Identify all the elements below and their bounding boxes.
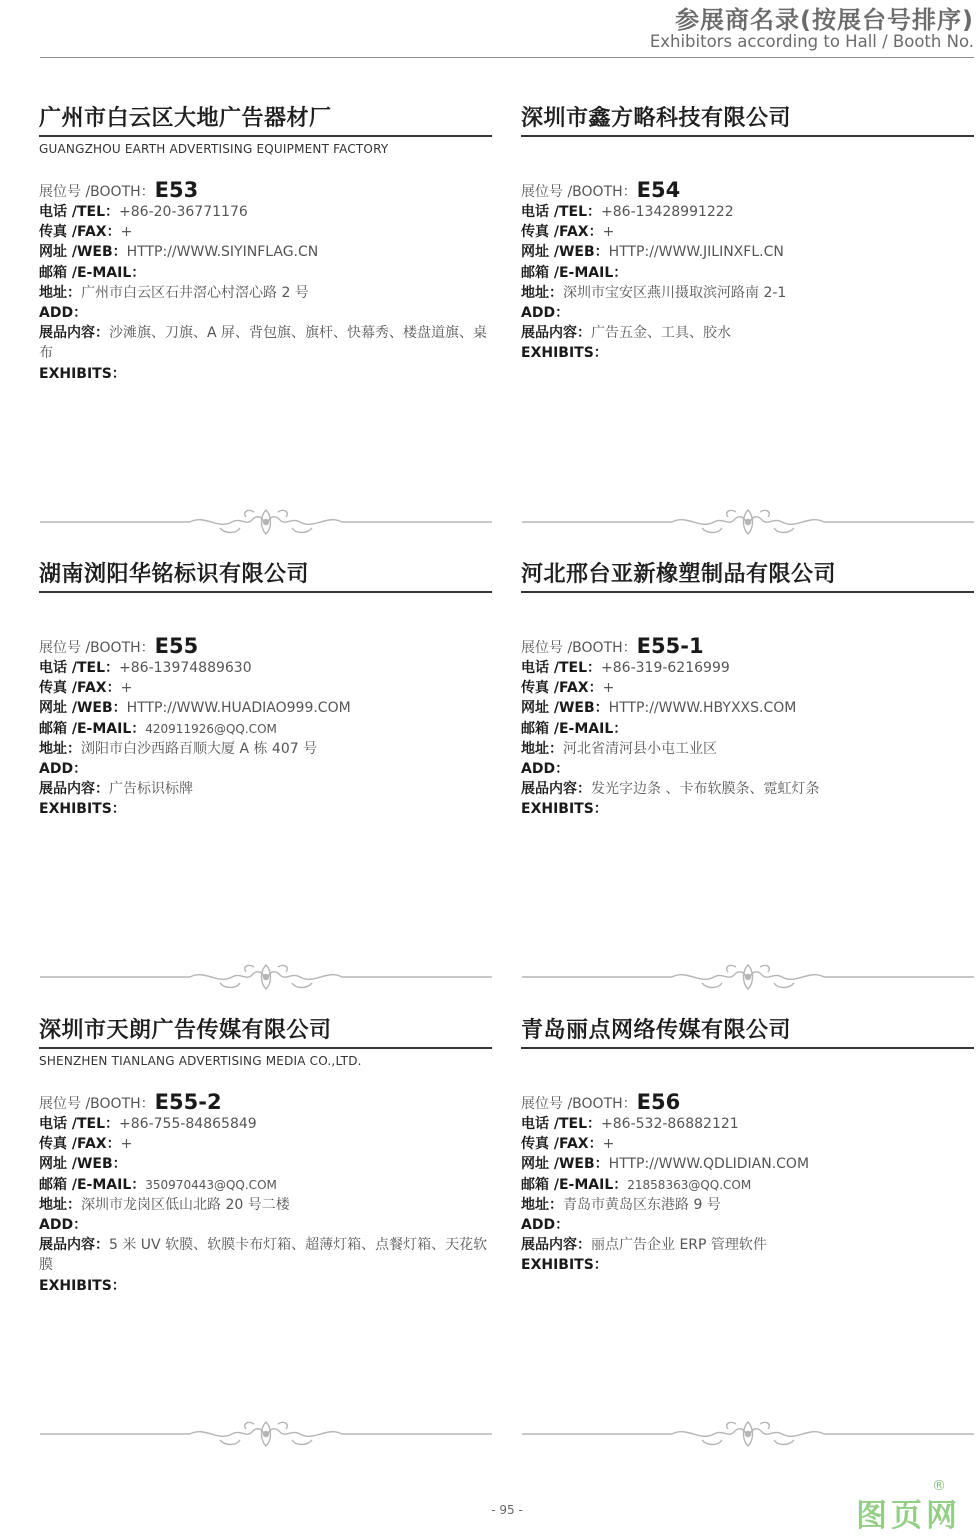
booth-label: 展位号 /BOOTH：	[521, 640, 637, 656]
email-link[interactable]: 350970443@QQ.COM	[145, 1177, 277, 1192]
fax-row	[39, 1134, 492, 1154]
booth-number: E54	[636, 178, 681, 202]
email-row	[521, 1175, 974, 1195]
exhibits-en-row	[39, 364, 492, 384]
address-label: 地址：	[521, 284, 563, 301]
tel-label: 电话 /TEL：	[521, 660, 602, 676]
tel-value: +86-319-6216999	[601, 660, 730, 676]
tel-value: +86-755-84865849	[119, 1116, 257, 1132]
exhibits-label: 展品内容：	[521, 325, 591, 342]
fax-value: +	[120, 680, 133, 697]
fax-value: +	[120, 224, 133, 241]
exhibitor-name-en	[521, 1052, 974, 1070]
ornament-divider	[522, 1416, 974, 1452]
email-row	[39, 1175, 492, 1195]
address-label: 地址：	[521, 740, 563, 757]
booth-label: 展位号 /BOOTH：	[521, 184, 637, 200]
address-value: 河北省清河县小屯工业区	[563, 740, 717, 757]
name-underline	[39, 135, 492, 137]
web-label: 网址 /WEB：	[521, 244, 609, 261]
exhibitor-fields	[521, 178, 974, 364]
booth-row	[39, 1090, 492, 1114]
exhibits-value: 丽点广告企业 ERP 管理软件	[591, 1237, 767, 1254]
web-row	[521, 1154, 974, 1174]
email-row	[39, 719, 492, 739]
tel-value: +86-20-36771176	[119, 204, 248, 220]
booth-number: E55-1	[636, 634, 704, 658]
add-label: ADD：	[521, 305, 570, 322]
exhibits-en-label: EXHIBITS：	[521, 1257, 608, 1274]
address-label: 地址：	[39, 284, 81, 301]
web-link[interactable]: HTTP://WWW.QDLIDIAN.COM	[608, 1156, 810, 1173]
watermark-logo	[856, 1478, 966, 1534]
exhibits-en-row	[521, 799, 974, 819]
exhibitor-fields	[39, 1090, 492, 1296]
ornament-divider	[522, 504, 974, 540]
email-label: 邮箱 /E-MAIL：	[39, 264, 146, 281]
tel-value: +86-13974889630	[119, 660, 252, 676]
add-label: ADD：	[521, 1217, 570, 1234]
add-label: ADD：	[39, 1217, 88, 1234]
tel-label: 电话 /TEL：	[521, 204, 602, 220]
tel-row	[39, 1114, 492, 1134]
address-row	[39, 739, 492, 759]
exhibits-value: 沙滩旗、刀旗、A 屏、背包旗、旗杆、快幕秀、楼盘道旗、桌布	[39, 325, 488, 362]
exhibitor-name-cn: 湖南浏阳华铭标识有限公司	[39, 562, 310, 587]
ornament-divider	[40, 1416, 492, 1452]
address-row	[39, 283, 492, 303]
email-row	[39, 263, 492, 283]
fax-value: +	[602, 224, 615, 241]
exhibitor-name-en	[521, 596, 974, 614]
web-row	[521, 698, 974, 718]
fax-row	[39, 678, 492, 698]
add-row	[39, 759, 492, 779]
email-label: 邮箱 /E-MAIL：	[521, 720, 628, 737]
exhibits-value: 广告标识标牌	[109, 781, 193, 798]
name-underline	[521, 1047, 974, 1049]
add-label: ADD：	[521, 761, 570, 778]
fax-row	[521, 222, 974, 242]
exhibits-en-label: EXHIBITS：	[521, 801, 608, 818]
exhibits-en-label: EXHIBITS：	[39, 1277, 126, 1294]
fax-label: 传真 /FAX：	[521, 224, 603, 241]
exhibitor-fields	[39, 178, 492, 384]
exhibits-en-row	[39, 1276, 492, 1296]
email-link[interactable]: 21858363@QQ.COM	[627, 1177, 752, 1192]
web-link[interactable]: HTTP://WWW.HBYXXS.COM	[608, 700, 797, 717]
watermark-text: 图页网	[856, 1498, 961, 1534]
exhibitor-card	[521, 104, 974, 434]
page-number: - 95 -	[491, 1503, 523, 1517]
fax-value: +	[602, 680, 615, 697]
tel-label: 电话 /TEL：	[39, 204, 120, 220]
exhibits-value: 发光字边条 、卡布软膜条、霓虹灯条	[591, 781, 820, 798]
booth-label: 展位号 /BOOTH：	[39, 184, 155, 200]
page-header	[0, 0, 980, 60]
tel-label: 电话 /TEL：	[39, 1116, 120, 1132]
address-row	[521, 1195, 974, 1215]
address-label: 地址：	[521, 1196, 563, 1213]
exhibitor-name-cn: 深圳市天朗广告传媒有限公司	[39, 1018, 332, 1043]
booth-number: E53	[154, 178, 199, 202]
name-underline	[521, 591, 974, 593]
header-title-cn: 参展商名录(按展台号排序)	[675, 6, 974, 34]
tel-row	[39, 658, 492, 678]
exhibitor-name-cn: 深圳市鑫方略科技有限公司	[521, 106, 792, 131]
exhibits-row	[521, 779, 974, 799]
web-link[interactable]: HTTP://WWW.JILINXFL.CN	[608, 244, 784, 261]
fax-value: +	[120, 1136, 133, 1153]
exhibits-label: 展品内容：	[521, 1237, 591, 1254]
email-label: 邮箱 /E-MAIL：	[521, 1176, 628, 1193]
web-label: 网址 /WEB：	[39, 1156, 127, 1173]
name-underline	[521, 135, 974, 137]
exhibits-row	[39, 323, 492, 363]
exhibits-row	[39, 779, 492, 799]
add-row	[521, 759, 974, 779]
fax-label: 传真 /FAX：	[521, 1136, 603, 1153]
web-row	[39, 698, 492, 718]
tel-label: 电话 /TEL：	[39, 660, 120, 676]
exhibits-row	[39, 1235, 492, 1275]
fax-row	[521, 678, 974, 698]
exhibits-en-label: EXHIBITS：	[521, 345, 608, 362]
address-label: 地址：	[39, 1196, 81, 1213]
exhibits-value: 广告五金、工具、胶水	[591, 325, 731, 342]
booth-number: E56	[636, 1090, 681, 1114]
exhibits-label: 展品内容：	[39, 1237, 109, 1254]
ornament-divider	[40, 959, 492, 995]
address-row	[39, 1195, 492, 1215]
header-divider	[40, 57, 974, 58]
exhibitor-card	[39, 104, 492, 434]
tel-label: 电话 /TEL：	[521, 1116, 602, 1132]
exhibitor-name-cn: 青岛丽点网络传媒有限公司	[521, 1018, 792, 1043]
email-label: 邮箱 /E-MAIL：	[39, 1176, 146, 1193]
add-label: ADD：	[39, 305, 88, 322]
exhibits-en-row	[521, 1255, 974, 1275]
add-row	[39, 303, 492, 323]
fax-row	[521, 1134, 974, 1154]
exhibits-row	[521, 1235, 974, 1255]
exhibitor-fields	[39, 634, 492, 820]
exhibitor-card	[39, 1016, 492, 1346]
address-row	[521, 739, 974, 759]
exhibitor-card	[39, 560, 492, 890]
add-row	[521, 1215, 974, 1235]
exhibitor-name-en	[521, 140, 974, 158]
exhibits-en-row	[39, 799, 492, 819]
address-label: 地址：	[39, 740, 81, 757]
email-label: 邮箱 /E-MAIL：	[521, 264, 628, 281]
add-label: ADD：	[39, 761, 88, 778]
booth-row	[39, 634, 492, 658]
name-underline	[39, 591, 492, 593]
header-title-en: Exhibitors according to Hall / Booth No.	[649, 32, 974, 51]
exhibits-label: 展品内容：	[39, 325, 109, 342]
address-value: 深圳市宝安区燕川摄取滨河路南 2-1	[563, 284, 787, 301]
email-label: 邮箱 /E-MAIL：	[39, 720, 146, 737]
name-underline	[39, 1047, 492, 1049]
exhibits-label: 展品内容：	[521, 781, 591, 798]
booth-number: E55	[154, 634, 199, 658]
address-value: 浏阳市白沙西路百顺大厦 A 栋 407 号	[81, 740, 318, 757]
tel-value: +86-13428991222	[601, 204, 734, 220]
booth-label: 展位号 /BOOTH：	[39, 1096, 155, 1112]
exhibitor-name-en: SHENZHEN TIANLANG ADVERTISING MEDIA CO.,LTD.	[39, 1054, 362, 1068]
exhibitor-name-cn: 河北邢台亚新橡塑制品有限公司	[521, 562, 837, 587]
web-label: 网址 /WEB：	[39, 244, 127, 261]
address-row	[521, 283, 974, 303]
add-row	[521, 303, 974, 323]
exhibitor-name-cn: 广州市白云区大地广告器材厂	[39, 106, 332, 131]
exhibits-en-row	[521, 343, 974, 363]
exhibits-label: 展品内容：	[39, 781, 109, 798]
fax-row	[39, 222, 492, 242]
email-link[interactable]: 420911926@QQ.COM	[145, 721, 277, 736]
web-row	[39, 242, 492, 262]
email-row	[521, 263, 974, 283]
exhibitor-fields	[521, 1090, 974, 1276]
booth-row	[39, 178, 492, 202]
tel-row	[521, 658, 974, 678]
tel-row	[521, 1114, 974, 1134]
booth-number: E55-2	[154, 1090, 222, 1114]
registered-mark: ®	[932, 1478, 946, 1494]
fax-value: +	[602, 1136, 615, 1153]
fax-label: 传真 /FAX：	[39, 680, 121, 697]
booth-row	[521, 178, 974, 202]
web-row	[39, 1154, 492, 1174]
ornament-divider	[40, 504, 492, 540]
fax-label: 传真 /FAX：	[39, 224, 121, 241]
exhibitor-card	[521, 1016, 974, 1346]
address-value: 广州市白云区石井滘心村滘心路 2 号	[81, 284, 309, 301]
exhibitor-fields	[521, 634, 974, 820]
exhibitor-name-en: GUANGZHOU EARTH ADVERTISING EQUIPMENT FACTORY	[39, 142, 389, 156]
exhibits-en-label: EXHIBITS：	[39, 801, 126, 818]
ornament-divider	[522, 959, 974, 995]
web-label: 网址 /WEB：	[521, 700, 609, 717]
booth-label: 展位号 /BOOTH：	[521, 1096, 637, 1112]
tel-row	[521, 202, 974, 222]
web-link[interactable]: HTTP://WWW.HUADIAO999.COM	[126, 700, 351, 717]
tel-value: +86-532-86882121	[601, 1116, 739, 1132]
booth-row	[521, 634, 974, 658]
tel-row	[39, 202, 492, 222]
exhibitor-name-en	[39, 596, 492, 614]
address-value: 深圳市龙岗区低山北路 20 号二楼	[81, 1196, 290, 1213]
exhibits-en-label: EXHIBITS：	[39, 365, 126, 382]
web-label: 网址 /WEB：	[521, 1156, 609, 1173]
fax-label: 传真 /FAX：	[39, 1136, 121, 1153]
exhibits-row	[521, 323, 974, 343]
booth-row	[521, 1090, 974, 1114]
exhibits-value: 5 米 UV 软膜、软膜卡布灯箱、超薄灯箱、点餐灯箱、天花软膜	[39, 1237, 488, 1274]
web-link[interactable]: HTTP://WWW.SIYINFLAG.CN	[126, 244, 319, 261]
fax-label: 传真 /FAX：	[521, 680, 603, 697]
email-row	[521, 719, 974, 739]
web-row	[521, 242, 974, 262]
add-row	[39, 1215, 492, 1235]
address-value: 青岛市黄岛区东港路 9 号	[563, 1196, 721, 1213]
web-label: 网址 /WEB：	[39, 700, 127, 717]
exhibitor-card	[521, 560, 974, 890]
booth-label: 展位号 /BOOTH：	[39, 640, 155, 656]
